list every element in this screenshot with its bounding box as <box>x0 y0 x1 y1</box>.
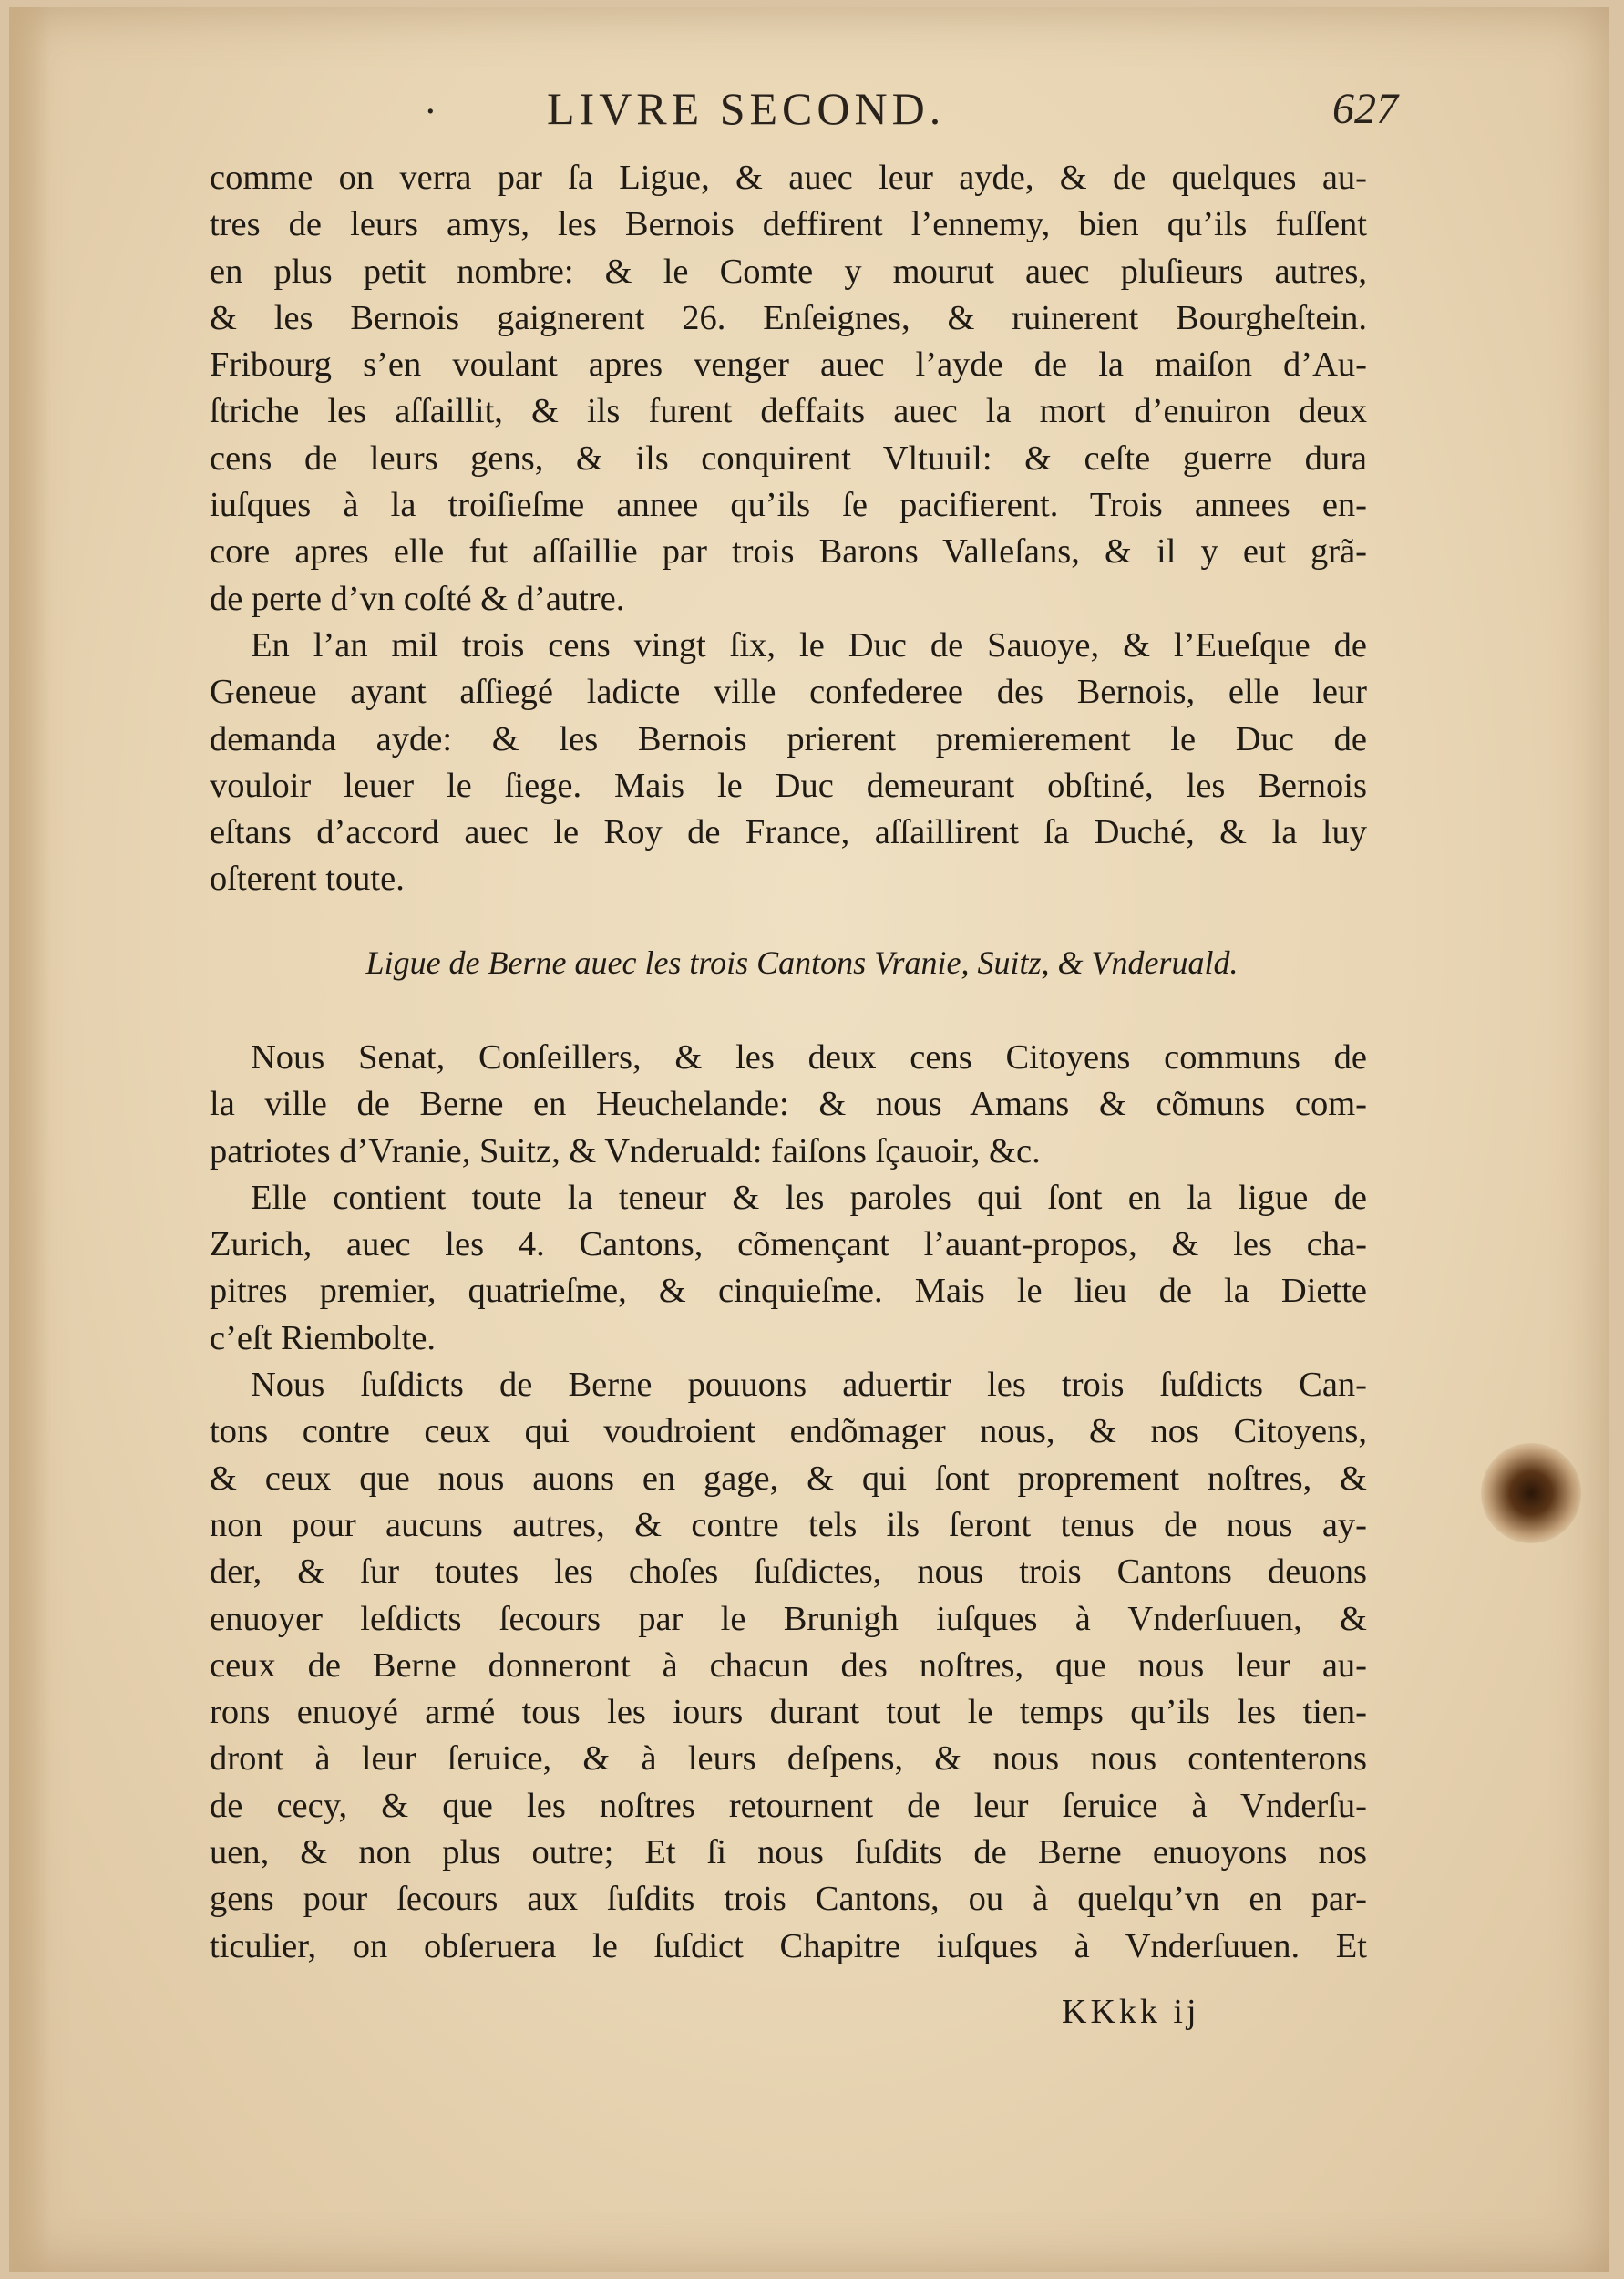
text-line: oſterent toute. <box>210 860 405 899</box>
text-line: Nous Senat, Conſeillers, & les deux cens Citoyens communs de <box>251 1038 1367 1077</box>
text-line: c’eſt Riembolte. <box>210 1318 437 1357</box>
text-line: en plus petit nombre: & le Comte y mourut auec pluſieurs autres, <box>210 252 1367 291</box>
paragraph-4 <box>210 1175 1367 1362</box>
text-line: comme on verra par ſa Ligue, & auec leur ayde, & de quelques au- <box>210 159 1367 197</box>
text-line: pitres premier, quatrieſme, & cinquieſme. Mais le lieu de la Diette <box>210 1272 1367 1311</box>
text-block-lower <box>210 1035 1367 1970</box>
text-line: ticulier, on obſeruera le ſuſdict Chapitre iuſques à Vnderſuuen. Et <box>210 1926 1367 1965</box>
text-line: dront à leur ſeruice, & à leurs deſpens, & nous nous contenterons <box>210 1739 1367 1779</box>
text-line: En l’an mil trois cens vingt ſix, le Duc de Sauoye, & l’Eueſque de <box>251 625 1367 665</box>
text-line: gens pour ſecours aux ſuſdits trois Cantons, ou à quelqu’vn en par- <box>210 1880 1367 1919</box>
paragraph-1 <box>210 155 1367 623</box>
text-line: & ceux que nous auons en gage, & qui ſont proprement noſtres, & <box>210 1459 1367 1498</box>
text-line: vouloir leuer le ſiege. Mais le Duc demeurant obſtiné, les Bernois <box>210 766 1367 805</box>
text-line: patriotes d’Vranie, Suitz, & Vnderuald: faiſons ſçauoir, &c. <box>210 1131 1041 1170</box>
text-line: tres de leurs amys, les Bernois deffirent l’ennemy, bien qu’ils fuſſent <box>210 205 1367 244</box>
text-line: eſtans d’accord auec le Roy de France, aſſaillirent ſa Duché, & la luy <box>210 813 1367 852</box>
text-block-upper <box>210 155 1367 903</box>
text-line: ſtriche les aſſaillit, & ils furent deffaits auec la mort d’enuiron deux <box>210 392 1367 431</box>
text-line: Geneue ayant aſſiegé ladicte ville confederee des Bernois, elle leur <box>210 673 1367 712</box>
text-line: tons contre ceux qui voudroient endõmager nous, & nos Citoyens, <box>210 1412 1367 1451</box>
paragraph-2 <box>210 623 1367 903</box>
header-mark: · <box>425 91 437 133</box>
paragraph-5 <box>210 1362 1367 1970</box>
text-line: cens de leurs gens, & ils conquirent Vltuuil: & ceſte guerre dura <box>210 438 1367 478</box>
text-line: enuoyer leſdicts ſecours par le Brunigh iuſques à Vnderſuuen, & <box>210 1599 1367 1638</box>
signature-mark: KKkk ij <box>1062 1993 1200 2031</box>
page-gutter-shadow <box>9 7 51 2272</box>
section-heading: Ligue de Berne auec les trois Cantons Vranie, Suitz, & Vnderuald. <box>365 944 1239 981</box>
text-line: rons enuoyé armé tous les iours durant tout le temps qu’ils les tien- <box>210 1693 1367 1732</box>
text-line: la ville de Berne en Heuchelande: & nous Amans & cõmuns com- <box>210 1085 1367 1124</box>
text-line: Fribourg s’en voulant apres venger auec l’ayde de la maiſon d’Au- <box>210 345 1367 385</box>
running-head: LIVRE SECOND. <box>547 83 946 134</box>
text-line: de cecy, & que les noſtres retournent de leur ſeruice à Vnderſu- <box>210 1786 1367 1825</box>
text-line: ceux de Berne donneront à chacun des noſtres, que nous leur au- <box>210 1645 1367 1685</box>
text-line: der, & ſur toutes les choſes ſuſdictes, nous trois Cantons deuons <box>210 1552 1367 1592</box>
text-line: de perte d’vn coſté & d’autre. <box>210 579 625 618</box>
paragraph-3 <box>210 1035 1367 1175</box>
text-line: demanda ayde: & les Bernois prierent premierement le Duc de <box>210 719 1367 758</box>
text-line: Nous ſuſdicts de Berne pouuons aduertir les trois ſuſdicts Can- <box>251 1366 1367 1405</box>
burn-stain <box>1481 1443 1581 1543</box>
text-line: uen, & non plus outre; Et ſi nous ſuſdits de Berne enuoyons nos <box>210 1833 1367 1872</box>
text-line: & les Bernois gaignerent 26. Enſeignes, & ruinerent Bourgheſtein. <box>210 298 1367 337</box>
text-line: non pour aucuns autres, & contre tels ils ſeront tenus de nous ay- <box>210 1505 1367 1544</box>
text-line: Zurich, auec les 4. Cantons, cõmençant l’auant-propos, & les cha- <box>210 1225 1367 1264</box>
page-number: 627 <box>1332 85 1398 133</box>
text-line: Elle contient toute la teneur & les paroles qui ſont en la ligue de <box>251 1178 1367 1217</box>
text-line: core apres elle fut aſſaillie par trois Barons Valleſans, & il y eut grã- <box>210 532 1367 572</box>
text-line: iuſques à la troiſieſme annee qu’ils ſe pacifierent. Trois annees en- <box>210 486 1367 525</box>
